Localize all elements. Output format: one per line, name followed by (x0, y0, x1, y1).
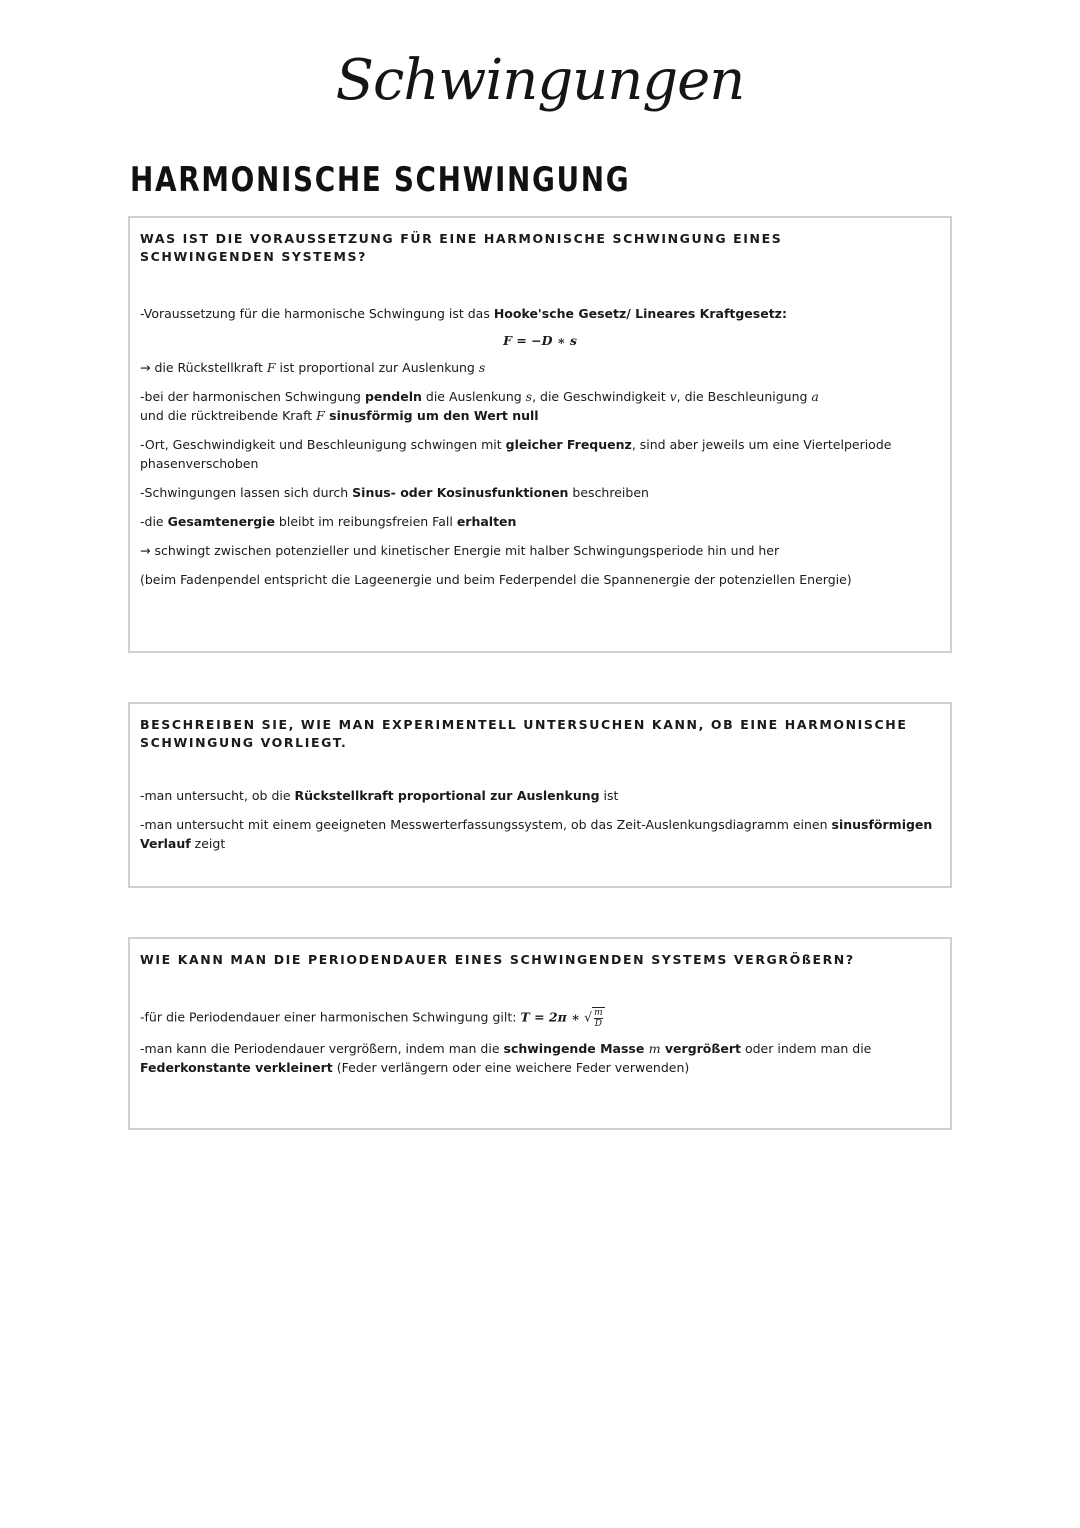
text: -man untersucht, ob die (140, 788, 295, 803)
math-var: a (811, 389, 819, 404)
bold-text: sinusförmigen Verlauf (140, 817, 933, 851)
text: -für die Periodendauer einer harmonischen Schwingung gilt: (140, 1009, 521, 1025)
question-box-3 (128, 937, 952, 1130)
bold-text: gleicher Frequenz (505, 437, 632, 452)
text: -Schwingungen lassen sich durch (140, 485, 353, 500)
text: die Auslenkung (421, 389, 526, 404)
math-var: v (669, 389, 677, 404)
answer-line: (beim Fadenpendel entspricht die Lageenergie und beim Federpendel die Spannenergie der potenziellen Energie) (140, 572, 852, 587)
bold-text: erhalten (456, 514, 517, 529)
answer-line (140, 358, 940, 377)
text: bleibt im reibungsfreien Fall (274, 514, 457, 529)
fraction (594, 1008, 603, 1029)
text: , sind aber jeweils um eine Viertelperiode phasenverschoben (140, 437, 892, 471)
answer-line (140, 435, 940, 473)
text: → die Rückstellkraft (140, 360, 267, 375)
bold-text: Hooke'sche Gesetz/ Lineares Kraftgesetz: (493, 306, 787, 321)
fraction-denominator: D (594, 1019, 602, 1029)
text: -die (140, 514, 168, 529)
question-heading-1: WAS IST DIE VORAUSSETZUNG FÜR EINE HARMONISCHE SCHWINGUNG EINES SCHWINGENDEN SYSTEMS? (140, 231, 783, 264)
text: ist proportional zur Auslenkung (275, 360, 479, 375)
text: (Feder verlängern oder eine weichere Feder verwenden) (332, 1060, 690, 1075)
text: -Ort, Geschwindigkeit und Beschleunigung schwingen mit (140, 437, 506, 452)
hooke-formula: F = −D ∗ s (503, 333, 577, 348)
page-title: Schwingungen (335, 48, 745, 113)
text: -bei der harmonischen Schwingung (140, 389, 365, 404)
answer-line (140, 387, 940, 425)
text: oder indem man die (741, 1041, 872, 1056)
math-var: m (648, 1041, 661, 1056)
bold-text: schwingende Masse (503, 1041, 649, 1056)
bold-text: sinusförmig um den Wert null (324, 408, 539, 423)
bold-text: Rückstellkraft proportional zur Auslenkung (294, 788, 600, 803)
answer-line: → schwingt zwischen potenzieller und kinetischer Energie mit halber Schwingungsperiode hin und her (140, 543, 780, 558)
section-heading: HARMONISCHE SCHWINGUNG (130, 160, 631, 200)
math-var: F (316, 408, 325, 423)
bold-text: Sinus- oder Kosinusfunktionen (352, 485, 569, 500)
text: ist (599, 788, 619, 803)
period-formula: T = 2π ∗ (520, 1009, 585, 1025)
question-box-2 (128, 702, 952, 888)
answer-line (140, 815, 940, 853)
answer-line (140, 1039, 940, 1077)
bold-text: vergrößert (660, 1041, 741, 1056)
answer-line (140, 786, 940, 805)
text: , die Beschleunigung (676, 389, 812, 404)
fraction-numerator: m (594, 1008, 603, 1018)
bold-text: Federkonstante verkleinert (140, 1060, 333, 1075)
text: und die rücktreibende Kraft (140, 408, 317, 423)
text: , die Geschwindigkeit (532, 389, 670, 404)
sqrt-symbol: √ (584, 1009, 593, 1025)
math-var: s (478, 360, 486, 375)
text: -Voraussetzung für die harmonische Schwingung ist das (140, 306, 494, 321)
answer-line (140, 1007, 940, 1029)
math-var: F (266, 360, 276, 375)
text: -man untersucht mit einem geeigneten Messwerterfassungssystem, ob das Zeit-Auslenkungsdiagramm einen (140, 817, 832, 832)
bold-text: pendeln (364, 389, 422, 404)
bold-text: Gesamtenergie (167, 514, 275, 529)
text: zeigt (190, 836, 226, 851)
question-heading-2: BESCHREIBEN SIE, WIE MAN EXPERIMENTELL UNTERSUCHEN KANN, OB EINE HARMONISCHE SCHWINGUNG VORLIEGT. (140, 717, 908, 750)
question-heading-3: WIE KANN MAN DIE PERIODENDAUER EINES SCHWINGENDEN SYSTEMS VERGRÖßERN? (140, 952, 855, 967)
answer-line (140, 483, 940, 502)
text: beschreiben (568, 485, 649, 500)
math-var: s (525, 389, 533, 404)
answer-line (140, 512, 940, 531)
sqrt-radicand (592, 1007, 605, 1029)
question-box-1 (128, 216, 952, 653)
answer-line (140, 304, 940, 323)
text: -man kann die Periodendauer vergrößern, indem man die (140, 1041, 504, 1056)
